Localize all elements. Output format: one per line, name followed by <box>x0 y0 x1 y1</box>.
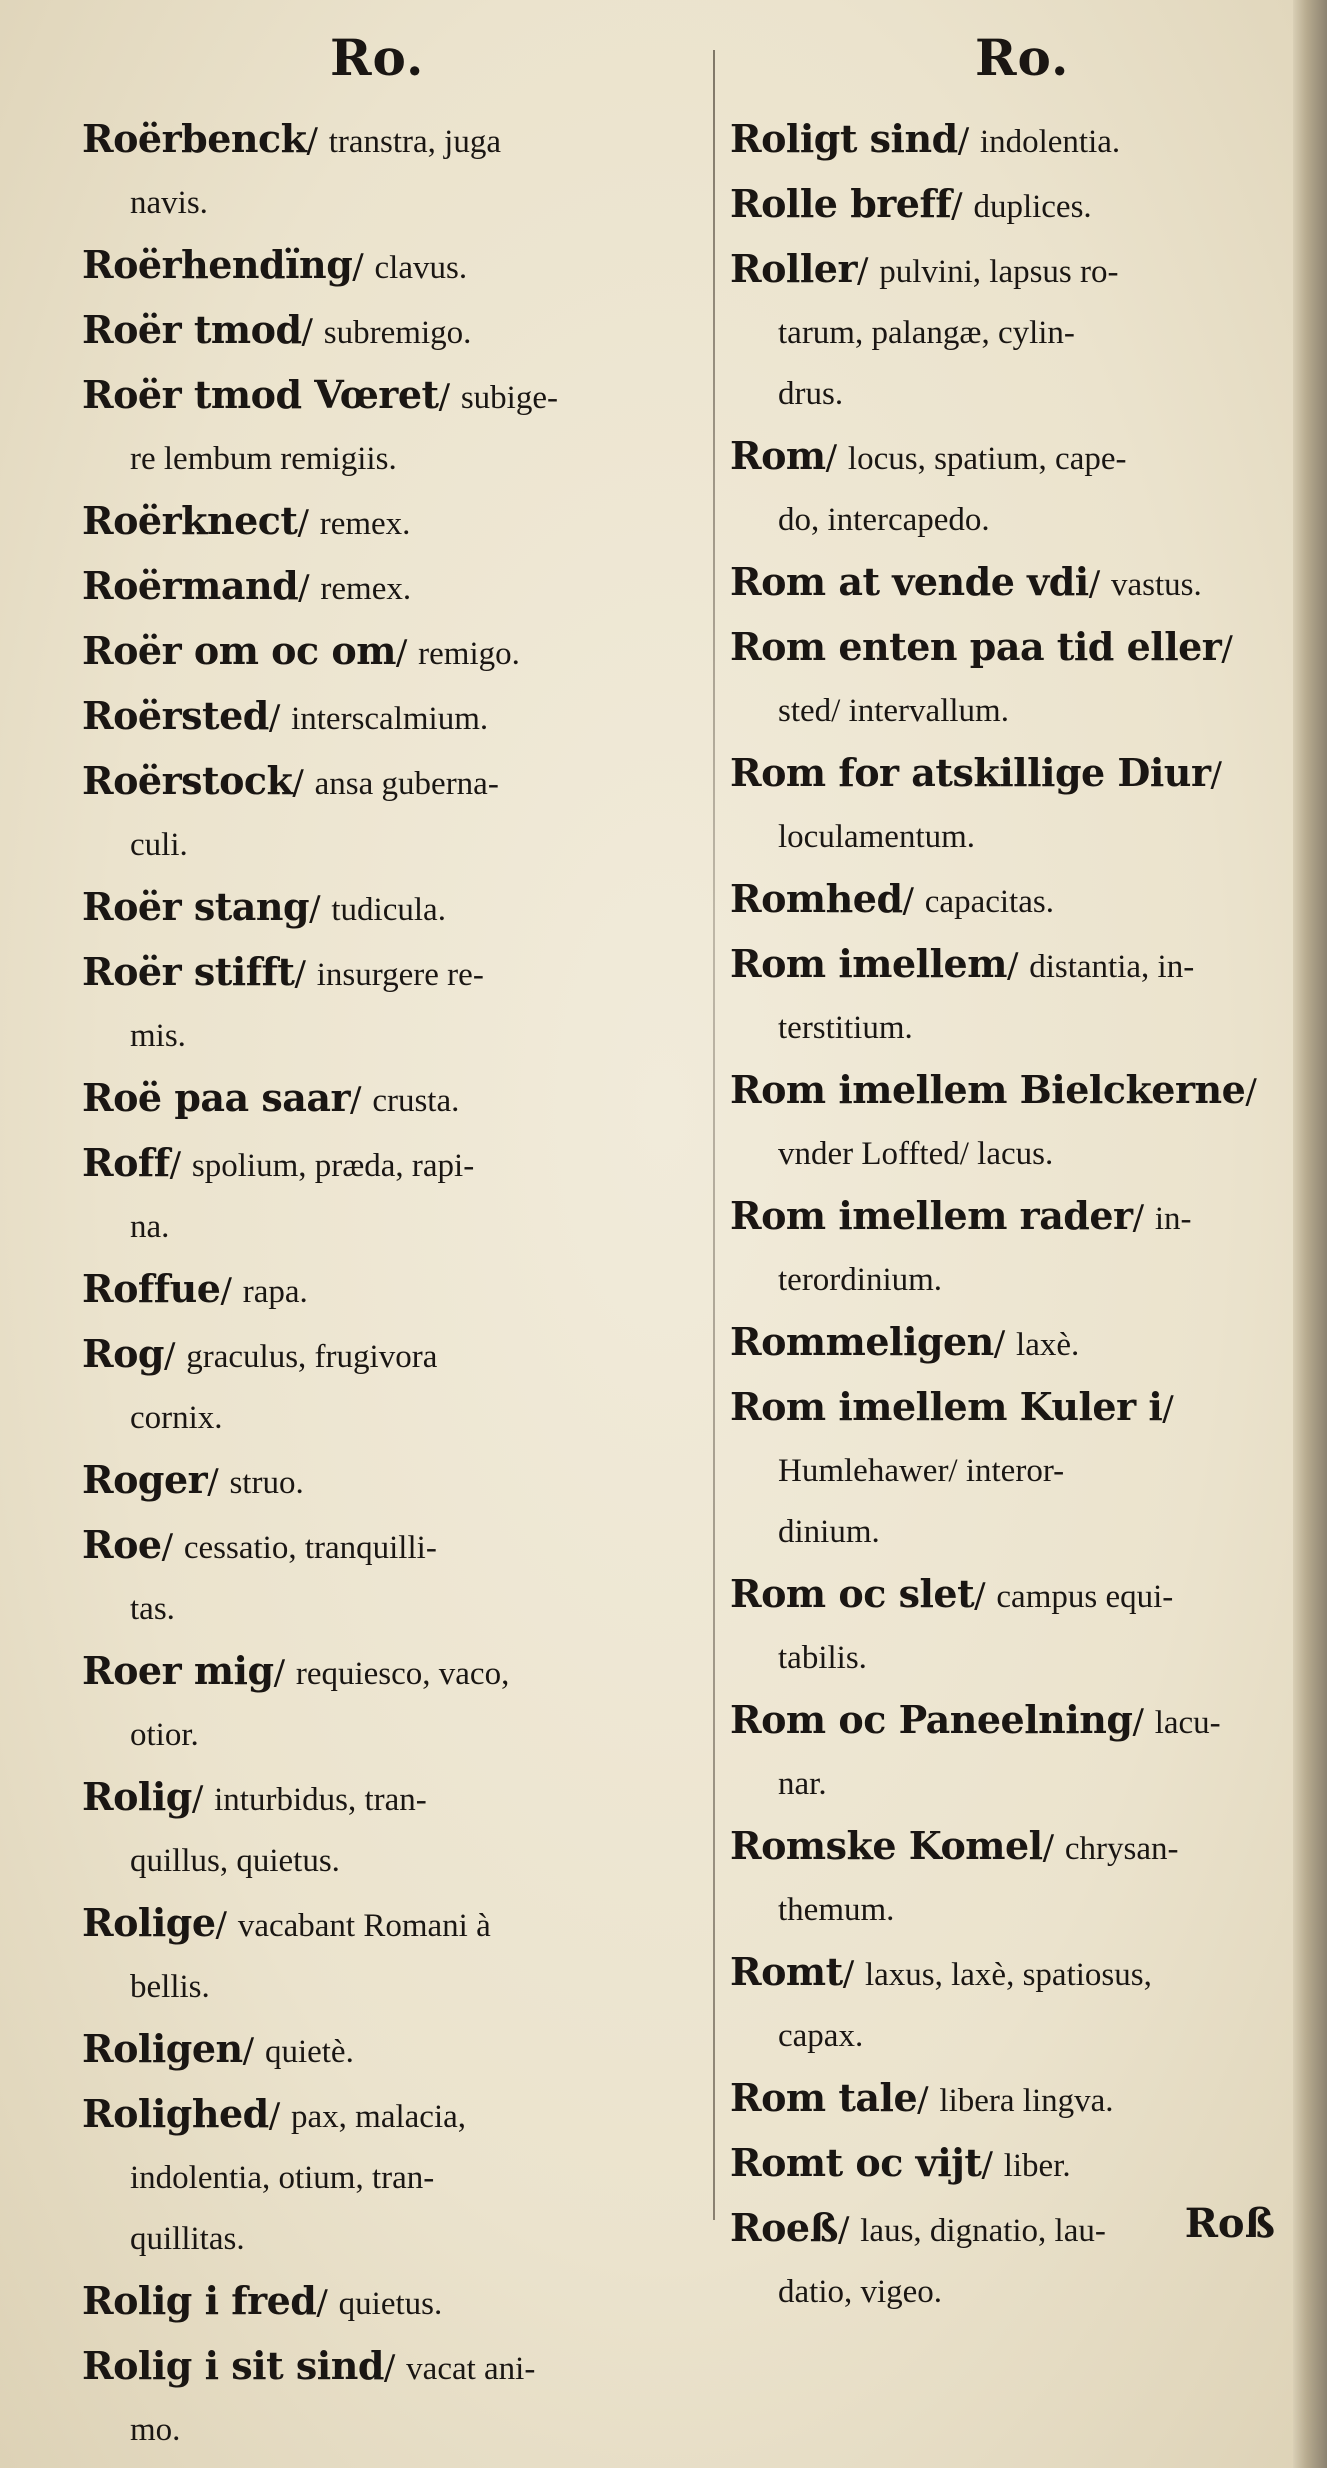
entry-headword: Roer mig <box>82 1648 274 1693</box>
dictionary-entry <box>730 1815 1305 1941</box>
entry-continuation: themum. <box>778 1892 895 1928</box>
dictionary-entry <box>82 2083 694 2209</box>
entry-separator: / <box>294 954 317 994</box>
entry-continuation: nar. <box>778 1766 827 1802</box>
entry-continuation: indolentia, otium, tran- <box>130 2160 435 2196</box>
dictionary-entry <box>82 1766 694 1892</box>
entry-continuation: terordinium. <box>778 1262 943 1298</box>
entry-separator: / <box>1132 1702 1155 1742</box>
entry-separator: / <box>825 438 848 478</box>
entry-definition: vastus. <box>1110 567 1202 603</box>
dictionary-entry <box>82 1323 694 1449</box>
entry-headword: Roller <box>730 246 857 291</box>
dictionary-entry <box>730 1059 1305 1185</box>
dictionary-entry <box>730 1502 1305 1563</box>
entry-headword: Rommeligen <box>730 1319 994 1364</box>
entry-continuation: loculamentum. <box>778 819 976 855</box>
dictionary-entry <box>82 750 694 876</box>
entry-definition: laxè. <box>1016 1327 1080 1363</box>
entry-continuation: capax. <box>778 2018 864 2054</box>
entry-definition: rapa. <box>242 1274 308 1310</box>
entry-continuation: quillitas. <box>130 2221 245 2257</box>
entry-headword: Roger <box>82 1457 208 1502</box>
entry-definition: lacu- <box>1154 1705 1221 1741</box>
entry-definition: subige- <box>460 380 558 416</box>
entry-headword: Romhed <box>730 876 903 921</box>
entry-separator: / <box>242 2031 265 2071</box>
dictionary-entry <box>82 364 694 490</box>
dictionary-entry <box>82 620 694 685</box>
entry-separator: / <box>1245 1072 1257 1112</box>
entry-definition: inturbidus, tran- <box>214 1782 427 1818</box>
entry-continuation: mo. <box>130 2412 181 2448</box>
entry-headword: Romske Komel <box>730 1823 1043 1868</box>
dictionary-entry <box>730 551 1305 616</box>
entry-headword: Rom <box>730 433 826 478</box>
entry-definition: struo. <box>229 1465 304 1501</box>
entry-continuation: cornix. <box>130 1400 223 1436</box>
entry-headword: Roërknect <box>82 498 298 543</box>
entry-headword: Rom tale <box>730 2075 918 2120</box>
dictionary-entry <box>82 2270 694 2335</box>
entry-continuation: sted/ intervallum. <box>778 693 1009 729</box>
dictionary-entry <box>82 490 694 555</box>
dictionary-entry <box>730 868 1305 933</box>
entry-continuation: dinium. <box>778 1514 880 1550</box>
entry-separator: / <box>1088 564 1111 604</box>
entry-continuation: vnder Loffted/ lacus. <box>778 1136 1054 1172</box>
dictionary-entry <box>82 1132 694 1258</box>
catchword: Roß <box>1184 2200 1275 2247</box>
entry-separator: / <box>298 568 321 608</box>
entry-headword: Roër om oc om <box>82 628 396 673</box>
entry-headword: Rom oc slet <box>730 1571 975 1616</box>
entry-definition: ansa guberna- <box>314 766 499 802</box>
entry-headword: Roër tmod <box>82 307 302 352</box>
entry-headword: Rolige <box>82 1900 216 1945</box>
entry-separator: / <box>268 698 292 738</box>
entry-headword: Romt <box>730 1949 843 1994</box>
entry-headword: Rom imellem rader <box>730 1193 1133 1238</box>
entry-definition: indolentia. <box>979 124 1121 160</box>
entry-separator: / <box>842 1954 865 1994</box>
entry-definition: in- <box>1154 1201 1192 1237</box>
entry-separator: / <box>957 121 980 161</box>
dictionary-entry <box>730 1185 1305 1311</box>
dictionary-entry <box>730 1689 1305 1815</box>
entry-continuation: bellis. <box>130 1969 210 2005</box>
dictionary-entry <box>82 2335 694 2461</box>
entry-separator: / <box>1162 1389 1174 1429</box>
entry-separator: / <box>1042 1828 1065 1868</box>
dictionary-entry <box>730 364 1305 425</box>
entry-separator: / <box>438 377 461 417</box>
entry-definition: cessatio, tranquilli- <box>183 1530 437 1566</box>
entry-headword: Roër stang <box>82 884 310 929</box>
entry-headword: Rom at vende vdi <box>730 559 1089 604</box>
dictionary-entry <box>730 1941 1305 2067</box>
dictionary-entry <box>82 1892 694 2018</box>
entry-headword: Roë paa saar <box>82 1075 351 1120</box>
dictionary-entry <box>730 1311 1305 1376</box>
entry-definition: requiesco, vaco, <box>295 1656 510 1692</box>
dictionary-entry <box>82 299 694 364</box>
dictionary-entry <box>82 876 694 941</box>
entry-headword: Rom imellem Kuler i <box>730 1384 1163 1429</box>
running-head-right: Ro. <box>975 28 1070 87</box>
dictionary-entry <box>730 616 1305 742</box>
entry-separator: / <box>974 1576 997 1616</box>
entry-separator: / <box>902 881 925 921</box>
entry-separator: / <box>207 1462 230 1502</box>
entry-continuation: tabilis. <box>778 1640 867 1676</box>
dictionary-entry <box>82 1258 694 1323</box>
entry-headword: Roligt sind <box>730 116 958 161</box>
entry-headword: Roërsted <box>82 693 269 738</box>
entry-separator: / <box>191 1779 215 1819</box>
dictionary-entry <box>730 742 1305 868</box>
entry-headword: Roërbenck <box>82 116 307 161</box>
dictionary-entry <box>730 1563 1305 1689</box>
entry-continuation: Humlehawer/ interor- <box>778 1453 1065 1489</box>
entry-separator: / <box>297 503 320 543</box>
entry-continuation: tas. <box>130 1591 175 1627</box>
dictionary-entry <box>730 933 1305 1059</box>
dictionary-entry <box>730 2067 1305 2132</box>
entry-definition: capacitas. <box>924 884 1054 920</box>
dictionary-entry <box>82 2209 694 2270</box>
dictionary-entry <box>730 108 1305 173</box>
dictionary-entry <box>82 941 694 1067</box>
dictionary-entry <box>82 2018 694 2083</box>
entry-definition: clavus. <box>374 250 468 286</box>
entry-headword: Rolig <box>82 1774 192 1819</box>
entry-definition: vacat ani- <box>406 2351 536 2387</box>
entry-separator: / <box>951 186 974 226</box>
entry-separator: / <box>161 1527 184 1567</box>
entry-headword: Rolighed <box>82 2091 269 2136</box>
entry-continuation: navis. <box>130 185 208 221</box>
entry-headword: Rolig i fred <box>82 2278 317 2323</box>
entry-headword: Rom for atskillige Diur <box>730 750 1211 795</box>
dictionary-entry <box>730 238 1305 364</box>
entry-headword: Rom oc Paneelning <box>730 1697 1133 1742</box>
entry-separator: / <box>215 1905 238 1945</box>
entry-headword: Romt oc vijt <box>730 2140 982 2185</box>
entry-headword: Roër tmod Vœret <box>82 372 439 417</box>
entry-headword: Rom enten paa tid eller <box>730 624 1222 669</box>
entry-definition: crusta. <box>372 1083 460 1119</box>
entry-separator: / <box>395 633 419 673</box>
entry-continuation: otior. <box>130 1717 199 1753</box>
entry-definition: liber. <box>1003 2148 1071 2184</box>
entry-definition: laxus, laxè, spatiosus, <box>864 1957 1152 1993</box>
dictionary-entry <box>730 2132 1305 2197</box>
entry-separator: / <box>383 2348 407 2388</box>
entry-continuation: terstitium. <box>778 1010 913 1046</box>
entry-headword: Roërmand <box>82 563 299 608</box>
entry-definition: duplices. <box>973 189 1092 225</box>
entry-separator: / <box>1221 629 1233 669</box>
dictionary-entry <box>82 234 694 299</box>
dictionary-entry <box>82 685 694 750</box>
entry-continuation: tarum, palangæ, cylin- <box>778 315 1075 351</box>
entry-definition: remex. <box>320 571 412 607</box>
entry-separator: / <box>917 2080 940 2120</box>
entry-definition: campus equi- <box>996 1579 1174 1615</box>
entry-definition: spolium, præda, rapi- <box>191 1148 475 1184</box>
dictionary-entry <box>730 1376 1305 1502</box>
running-head-left: Ro. <box>330 28 425 87</box>
entry-headword: Rog <box>82 1331 164 1376</box>
dictionary-entry <box>82 1640 694 1766</box>
entry-separator: / <box>220 1271 243 1311</box>
entry-definition: transtra, juga <box>328 124 502 160</box>
dictionary-entry <box>82 555 694 620</box>
entry-definition: tudicula. <box>331 892 446 928</box>
right-column <box>730 108 1305 2323</box>
entry-headword: Roligen <box>82 2026 243 2071</box>
left-column <box>82 108 694 2461</box>
column-rule <box>713 50 715 2220</box>
entry-headword: Roeß <box>730 2205 838 2250</box>
entry-separator: / <box>837 2210 861 2250</box>
entry-definition: distantia, in- <box>1029 949 1195 985</box>
entry-separator: / <box>164 1336 187 1376</box>
entry-headword: Rolig i sit sind <box>82 2343 384 2388</box>
entry-headword: Roërhendïng <box>82 242 353 287</box>
entry-separator: / <box>857 251 880 291</box>
entry-separator: / <box>350 1080 373 1120</box>
entry-separator: / <box>1132 1198 1155 1238</box>
entry-continuation: culi. <box>130 827 188 863</box>
entry-definition: vacabant Romani à <box>237 1908 491 1944</box>
entry-headword: Rom imellem <box>730 941 1007 986</box>
entry-separator: / <box>309 889 332 929</box>
entry-separator: / <box>169 1145 192 1185</box>
entry-definition: graculus, frugivora <box>186 1339 438 1375</box>
entry-definition: pax, malacia, <box>291 2099 467 2135</box>
dictionary-entry <box>82 1514 694 1640</box>
dictionary-entry <box>82 1067 694 1132</box>
entry-definition: remigo. <box>418 636 520 672</box>
entry-continuation: mis. <box>130 1018 186 1054</box>
entry-headword: Roërstock <box>82 758 293 803</box>
entry-definition: remex. <box>319 506 411 542</box>
entry-headword: Roe <box>82 1522 162 1567</box>
entry-headword: Roff <box>82 1140 170 1185</box>
entry-separator: / <box>301 312 324 352</box>
entry-definition: pulvini, lapsus ro- <box>879 254 1119 290</box>
dictionary-entry <box>82 1449 694 1514</box>
entry-continuation: drus. <box>778 376 844 412</box>
entry-headword: Roër stifft <box>82 949 295 994</box>
entry-headword: Rom imellem Bielckerne <box>730 1067 1246 1112</box>
entry-continuation: re lembum remigiis. <box>130 441 397 477</box>
entry-definition: quietè. <box>264 2034 354 2070</box>
entry-headword: Rolle breff <box>730 181 952 226</box>
entry-separator: / <box>352 247 375 287</box>
dictionary-entry <box>730 173 1305 238</box>
entry-definition: interscalmium. <box>291 701 489 737</box>
entry-separator: / <box>981 2145 1004 2185</box>
entry-definition: chrysan- <box>1064 1831 1179 1867</box>
entry-definition: quietus. <box>338 2286 443 2322</box>
entry-separator: / <box>1006 946 1030 986</box>
entry-separator: / <box>1210 755 1222 795</box>
entry-definition: laus, dignatio, lau- <box>860 2213 1106 2249</box>
entry-separator: / <box>316 2283 339 2323</box>
entry-definition: locus, spatium, cape- <box>847 441 1127 477</box>
dictionary-entry <box>82 108 694 234</box>
entry-definition: insurgere re- <box>316 957 484 993</box>
dictionary-entry <box>730 425 1305 551</box>
entry-definition: subremigo. <box>323 315 472 351</box>
entry-continuation: do, intercapedo. <box>778 502 990 538</box>
entry-continuation: na. <box>130 1209 170 1245</box>
entry-continuation: quillus, quietus. <box>130 1843 340 1879</box>
entry-separator: / <box>306 121 329 161</box>
entry-continuation: datio, vigeo. <box>778 2274 943 2310</box>
entry-separator: / <box>993 1324 1017 1364</box>
entry-separator: / <box>268 2096 292 2136</box>
entry-definition: libera lingva. <box>939 2083 1114 2119</box>
entry-separator: / <box>273 1653 296 1693</box>
entry-headword: Roffue <box>82 1266 221 1311</box>
entry-separator: / <box>292 763 315 803</box>
